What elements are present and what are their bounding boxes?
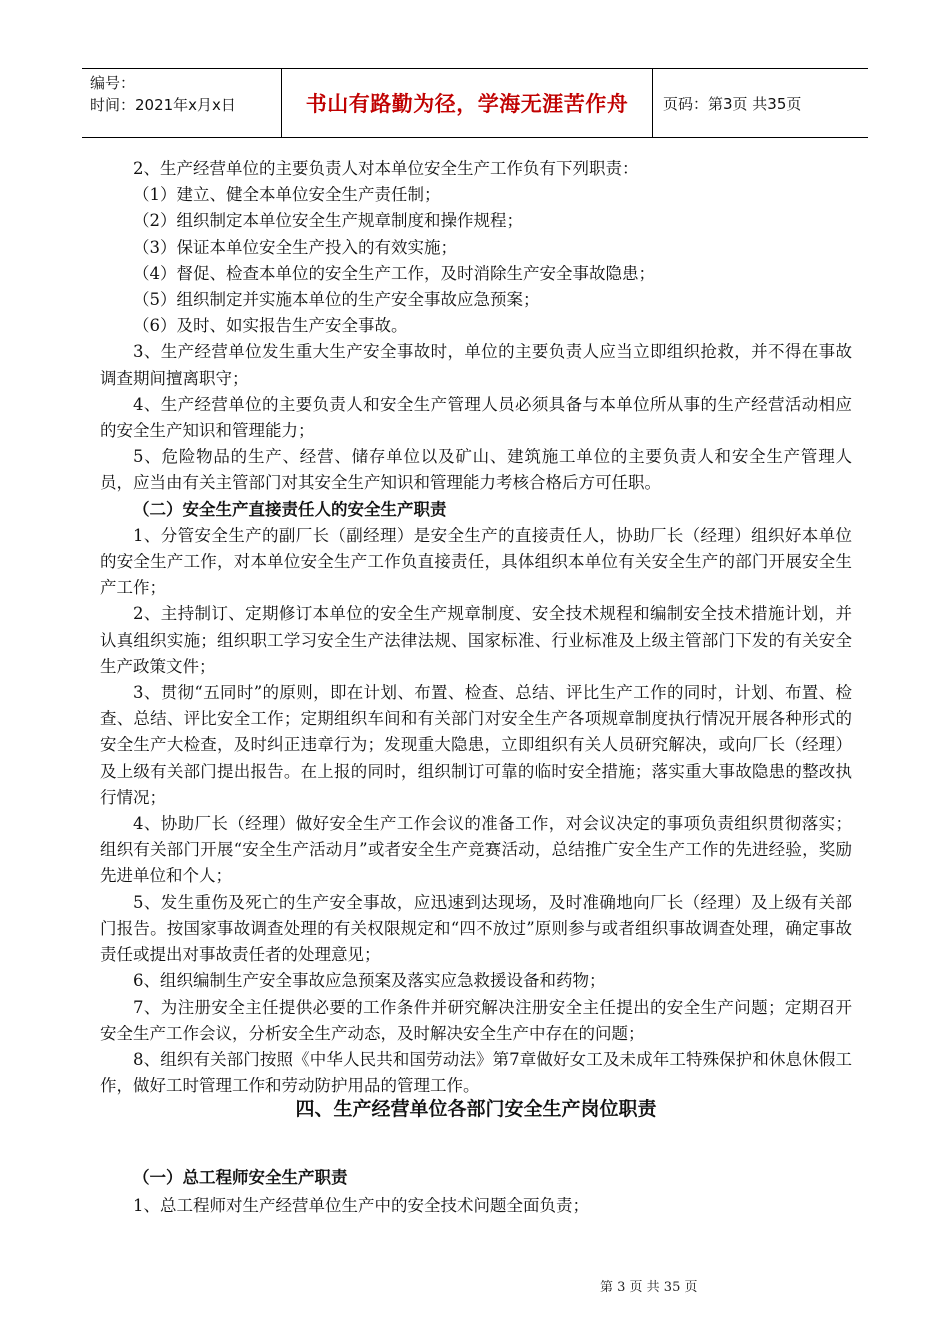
paragraph: （4）督促、检查本单位的安全生产工作，及时消除生产安全事故隐患； [133,263,655,283]
paragraph: 3、生产经营单位发生重大生产安全事故时，单位的主要负责人应当立即组织抢救，并不得在事故调查期间擅离职守； [100,342,852,388]
page-footer: 第 3 页 共 35 页 [600,1280,698,1295]
body-text [100,156,852,1099]
paragraph: 6、组织编制生产安全事故应急预案及落实应急救援设备和药物； [133,971,606,991]
paragraph: （6）及时、如实报告生产安全事故。 [133,316,408,336]
paragraph: （2）组织制定本单位安全生产规章制度和操作规程； [133,211,523,231]
date-label: 时间：2021年x月x日 [90,96,236,114]
paragraph: （3）保证本单位安全生产投入的有效实施； [133,237,457,257]
section-heading: 四、生产经营单位各部门安全生产岗位职责 [295,1098,657,1120]
paragraph: 2、主持制订、定期修订本单位的安全生产规章制度、安全技术规程和编制安全技术措施计划，并认真组织实施；组织职工学习安全生产法律法规、国家标准、行业标准及上级主管部门下发的有关安全生产政策文件； [100,604,852,676]
subsection-heading: （一）总工程师安全生产职责 [133,1168,348,1187]
paragraph: 1、总工程师对生产经营单位生产中的安全技术问题全面负责； [133,1196,589,1215]
page-header [82,68,868,138]
paragraph: 7、为注册安全主任提供必要的工作条件并研究解决注册安全主任提出的安全生产问题；定期召开安全生产工作会议，分析安全生产动态，及时解决安全生产中存在的问题； [100,997,852,1043]
paragraph: 1、分管安全生产的副厂长（副经理）是安全生产的直接责任人，协助厂长（经理）组织好本单位的安全生产工作，对本单位安全生产工作负直接责任，具体组织本单位有关安全生产的部门开展安全生产工作； [100,525,852,598]
paragraph: 3、贯彻“五同时”的原则，即在计划、布置、检查、总结、评比生产工作的同时，计划、布置、检查、总结、评比安全工作；定期组织车间和有关部门对安全生产各项规章制度执行情况开展各种形式的安全生产大检查，及时纠正违章行为；发现重大隐患，立即组织有关人员研究解决，或向厂长（经理）及上级有关部门提出报告。在上报的同时，组织制订可靠的临时安全措施；落实重大事故隐患的整改执行情况； [100,683,852,807]
header-meta [82,69,282,137]
paragraph: 4、协助厂长（经理）做好安全生产工作会议的准备工作，对会议决定的事项负责组织贯彻落实；组织有关部门开展“安全生产活动月”或者安全生产竞赛活动，总结推广安全生产工作的先进经验，奖励先进单位和个人； [100,814,852,886]
paragraph: 5、危险物品的生产、经营、储存单位以及矿山、建筑施工单位的主要负责人和安全生产管理人员，应当由有关主管部门对其安全生产知识和管理能力考核合格后方可任职。 [100,447,852,493]
paragraph: 4、生产经营单位的主要负责人和安全生产管理人员必须具备与本单位所从事的生产经营活动相应的安全生产知识和管理能力； [100,394,852,441]
subsection-heading: （二）安全生产直接责任人的安全生产职责 [133,499,447,519]
paragraph: 8、组织有关部门按照《中华人民共和国劳动法》第7章做好女工及未成年工特殊保护和休息休假工作，做好工时管理工作和劳动防护用品的管理工作。 [100,1049,852,1096]
section-body-text [100,1164,852,1220]
paragraph: （5）组织制定并实施本单位的生产安全事故应急预案； [133,290,540,310]
header-motto: 书山有路勤为径，学海无涯苦作舟 [282,69,653,137]
paragraph: （1）建立、健全本单位安全生产责任制； [133,185,441,205]
header-page-info: 页码：第3页 共35页 [663,94,802,113]
paragraph: 2、生产经营单位的主要负责人对本单位安全生产工作负有下列职责： [133,159,639,178]
number-label: 编号： [90,74,136,92]
paragraph: 5、发生重伤及死亡的生产安全事故，应迅速到达现场，及时准确地向厂长（经理）及上级有关部门报告。按国家事故调查处理的有关权限规定和“四不放过”原则参与或者组织事故调查处理，确定事故责任或提出对事故责任者的处理意见； [100,892,852,965]
